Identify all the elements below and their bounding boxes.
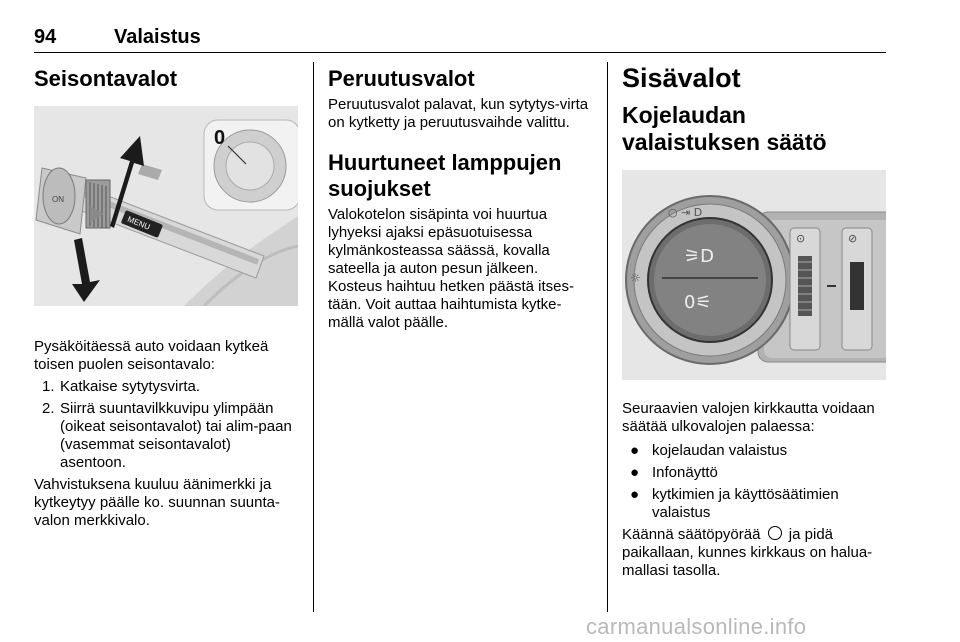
list-item [622,442,886,460]
interior-intro: Seuraavien valojen kirkkautta voidaan säätää ulkovalojen palaessa: [622,400,875,435]
bullet-icon: ● [630,464,640,481]
menu-label: MENU [126,214,152,232]
light-switch-illustration [622,170,886,380]
bullet-text: kytkimien ja käyttösäätimien valaistus [652,486,839,521]
lever-illustration [34,106,298,306]
turn-signal-lever-figure [34,106,298,306]
list-item [34,400,298,472]
step-number: 2. [42,400,55,417]
bullet-icon: ● [630,442,640,459]
step-text: Siirrä suuntavilkkuvipu ylimpään (oikeat seisontavalot) tai alim-paan (vasemmat seisontavalot) asentoon. [60,400,292,471]
step-number: 1. [42,378,55,395]
section-heading-misted-covers: Huurtuneet lamppujen suojukset [328,150,562,201]
column-reversing-lights [328,62,592,332]
column-parking-lights [34,62,298,530]
rear-fog-icon: 0⚟ [684,292,712,313]
section-heading-parking-lights: Seisontavalot [34,66,178,91]
column-divider-1 [313,62,314,612]
section-heading-interior-lights: Sisävalot [622,63,741,93]
misted-covers-text: Valokotelon sisäpinta voi huurtua lyhyeksi ajaksi epäsuotuisessa kylmänkosteassa säässä, kovalla sateella ja auton pesun jälkeen. Kosteus haihtuu hetken päästä itses-tään. Voit auttaa haihtumista kytke-mällä valot päälle. [328,206,574,331]
zero-position-label: 0 [214,127,226,149]
outro-after: ja pidä paikallaan, kunnes kirkkaus on halua-mallasi tasolla. [622,526,873,579]
thumbwheel-icon [768,526,782,540]
watermark: carmanualsonline.info [586,614,807,639]
list-item [622,486,886,522]
column-interior-lights [622,62,886,580]
outro-before: Käännä säätöpyörää [622,526,761,543]
illumination-list [622,442,886,522]
list-item [34,378,298,396]
list-item [622,464,886,482]
page-header [34,26,886,53]
range-icon: ⊘ [848,232,858,245]
section-heading-reversing-lights: Peruutusvalot [328,66,475,91]
svg-text:☼: ☼ [630,271,641,285]
chapter-title: Valaistus [114,26,201,48]
light-switch-figure [622,170,886,380]
bullet-text: kojelaudan valaistus [652,442,788,459]
front-fog-icon: ⚞D [684,246,714,267]
svg-text:ON: ON [52,195,64,204]
interior-outro [622,526,886,580]
parking-intro: Pysäköitäessä auto voidaan kytkeä toisen puolen seisontavalo: [34,338,269,373]
column-divider-2 [607,62,608,612]
dimmer-icon: ⊙ [796,232,806,245]
reversing-text: Peruutusvalot palavat, kun sytytys-virta on kytketty ja peruutusvaihde valittu. [328,96,589,131]
svg-text:○ ⇥ D: ○ ⇥ D [668,206,703,219]
step-text: Katkaise sytytysvirta. [60,378,201,395]
subheading-instrument-illumination: Kojelaudan valaistuksen säätö [622,102,827,155]
page-number: 94 [34,26,57,48]
parking-confirm: Vahvistuksena kuuluu äänimerkki ja kytkeytyy päälle ko. suunnan suunta-valon merkkivalo. [34,476,280,529]
bullet-text: Infonäyttö [652,464,718,481]
parking-steps [34,378,298,472]
bullet-icon: ● [630,486,640,503]
